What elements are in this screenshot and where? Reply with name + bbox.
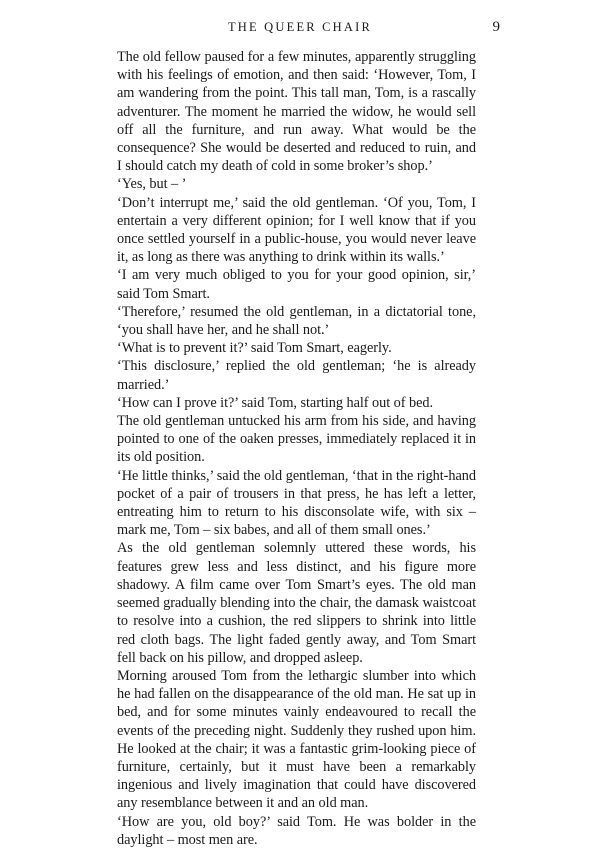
body-text [117, 48, 476, 849]
paragraph: ‘Don’t interrupt me,’ said the old gentleman. ‘Of you, Tom, I entertain a very different opinion; for I well know that if you once settled yourself in a public-house, you would never leave it, as long as there was anything to drink within its walls.’ [117, 194, 476, 266]
paragraph: ‘How can I prove it?’ said Tom, starting half out of bed. [117, 394, 434, 411]
paragraph: ‘This disclosure,’ replied the old gentleman; ‘he is already married.’ [117, 358, 476, 393]
page-number: 9 [492, 19, 500, 35]
running-title: THE QUEER CHAIR [227, 20, 373, 34]
paragraph: The old gentleman untucked his arm from his side, and having pointed to one of the oaken presses, immediately replaced it in its old position. [117, 413, 476, 466]
paragraph: As the old gentleman solemnly uttered these words, his features grew less and less distinct, and his figure more shadowy. A film came over Tom Smart’s eyes. The old man seemed gradually blending into the chair, the damask waistcoat to resolve into a cushion, the red slippers to shrink into little red cloth bags. The light faded gently away, and Tom Smart fell back on his pillow, and dropped asleep. [117, 540, 476, 666]
paragraph: ‘I am very much obliged to you for your good opinion, sir,’ said Tom Smart. [117, 267, 476, 302]
paragraph: Morning aroused Tom from the lethargic slumber into which he had fallen on the disappearance of the old man. He sat up in bed, and for some minutes vainly endeavoured to recall the events of the preceding night. Suddenly they rushed upon him. He looked at the chair; it was a fantastic grim-looking piece of furniture, certainly, but it must have been a remarkably ingenious and lively imagination that could have discovered any resemblance between it and an old man. [117, 667, 476, 812]
running-head [0, 20, 600, 40]
paragraph: ‘Yes, but – ’ [117, 176, 187, 193]
paragraph: ‘Therefore,’ resumed the old gentleman, in a dictatorial tone, ‘you shall have her, and he shall not.’ [117, 303, 476, 339]
paragraph: ‘How are you, old boy?’ said Tom. He was bolder in the daylight – most men are. [117, 813, 476, 848]
paragraph: ‘He little thinks,’ said the old gentleman, ‘that in the right-hand pocket of a pair of trousers in that press, he has left a letter, entreating him to return to his disconsolate wife, with six – mark me, Tom – six babes, and all of them small ones.’ [117, 467, 476, 539]
paragraph: The old fellow paused for a few minutes, apparently struggling with his feelings of emotion, and then said: ‘However, Tom, I am wandering from the point. This tall man, Tom, is a rascally adventurer. The moment he married the widow, he would sell off all the furniture, and run away. What would be the consequence? She would be deserted and reduced to ruin, and I should catch my death of cold in some broker’s shop.’ [117, 49, 476, 175]
paragraph: ‘What is to prevent it?’ said Tom Smart, eagerly. [117, 340, 392, 357]
